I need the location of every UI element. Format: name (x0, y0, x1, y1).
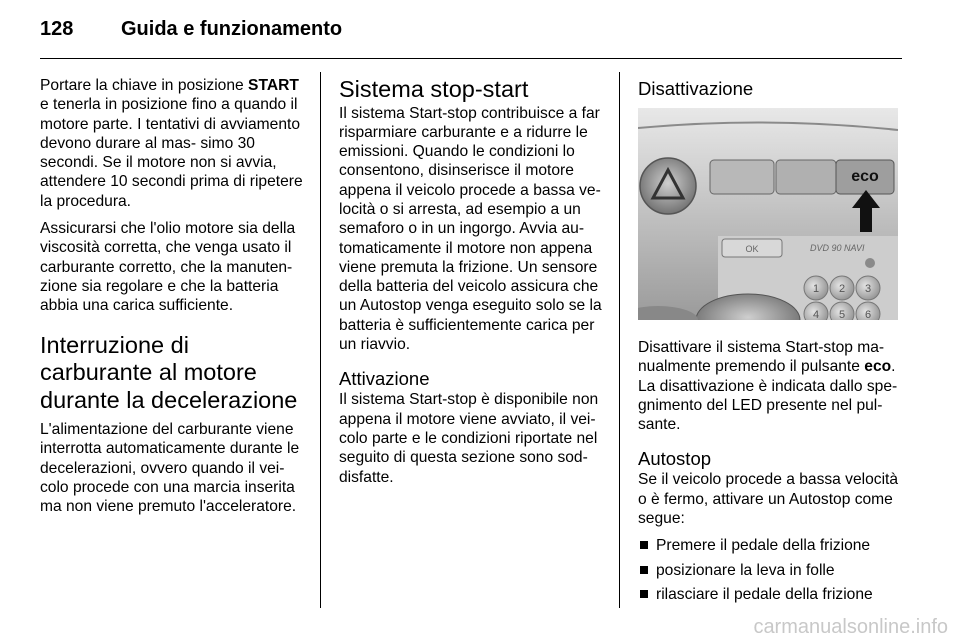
chapter-title: Guida e funzionamento (121, 18, 343, 40)
autostop-steps (638, 536, 902, 604)
column-divider-2 (619, 72, 620, 608)
watermark: carmanualsonline.info (753, 616, 948, 638)
bullet-square-icon (640, 566, 648, 574)
fuel-cutoff-heading: Interruzione di carburante al motore durante la decelerazione (40, 331, 298, 413)
svg-text:5: 5 (838, 309, 846, 320)
oil-paragraph: Assicurarsi che l'olio motore sia della viscosità corretta, che venga usato il carburante corretto, che la manuten- zione sia regolare e che la batteria abbia una carica sufficiente. (40, 220, 296, 315)
eco-button-label: eco (851, 168, 879, 185)
fuel-cutoff-paragraph: L'alimentazione del carburante viene interrotta automaticamente durante le decelerazioni, ovvero quando il vei- colo procede con una marcia inserita ma non viene premuto l'acceleratore. (40, 421, 300, 516)
stop-start-paragraph: Il sistema Start-stop contribuisce a far risparmiare carburante e a ridurre le emissioni. Quando le condizioni lo consentono, disinserisce il motore appena il veicolo procede a bassa ve- locità o si arresta, ad esempio a un semaforo o in un ingorgo. Avvia au- tomaticamente il motore non appena viene premuta la frizione. Un sensore della batteria del veicolo assicura che un Autostop venga eseguito solo se la batteria è sufficientemente carica per un riavvio. (339, 104, 602, 354)
svg-text:1: 1 (812, 283, 820, 295)
autostop-paragraph: Se il veicolo procede a bassa velocità o è fermo, attivare un Autostop come segue: (638, 471, 899, 528)
eco-button-photo (638, 108, 898, 320)
list-item: Premere il pedale della frizione (638, 536, 902, 555)
column-divider-1 (320, 72, 321, 608)
start-key-paragraph: Portare la chiave in posizione START e tenerla in posizione fino a quando il motore parte. I tentativi di avviamento devono durare al mas- simo 30 secondi. Se il motore non si avvia, attendere 10 secondi prima di ripetere la procedura. (40, 77, 303, 210)
activation-paragraph: Il sistema Start-stop è disponibile non appena il motore viene avviato, il vei- colo parte e le condizioni riportate nel seguito di questa sezione sono sod- disfatte. (339, 391, 599, 486)
bullet-square-icon (640, 590, 648, 598)
deactivation-heading: Disattivazione (638, 78, 754, 99)
page-header (40, 18, 902, 52)
svg-text:4: 4 (812, 309, 820, 320)
column-right (638, 76, 902, 609)
header-rule (40, 58, 902, 59)
radio-model-label: DVD 90 NAVI (810, 243, 865, 253)
list-item: posizionare la leva in folle (638, 561, 902, 580)
page-number: 128 (40, 18, 74, 40)
svg-text:2: 2 (838, 283, 846, 295)
activation-heading: Attivazione (339, 368, 430, 390)
svg-text:3: 3 (864, 283, 872, 295)
start-keyword: START (248, 77, 299, 94)
deactivation-paragraph: Disattivare il sistema Start-stop ma- nualmente premendo il pulsante eco. La disattivazione è indicata dallo spe- gnimento del LED presente nel pul- sante. (638, 339, 898, 434)
column-middle (339, 76, 605, 495)
stop-start-heading: Sistema stop-start (339, 76, 529, 102)
autostop-heading: Autostop (638, 448, 712, 470)
column-left (40, 76, 306, 525)
list-item: rilasciare il pedale della frizione (638, 585, 902, 604)
svg-text:6: 6 (864, 309, 872, 320)
bullet-square-icon (640, 541, 648, 549)
eco-keyword: eco (864, 358, 892, 376)
ok-label: OK (745, 244, 759, 254)
